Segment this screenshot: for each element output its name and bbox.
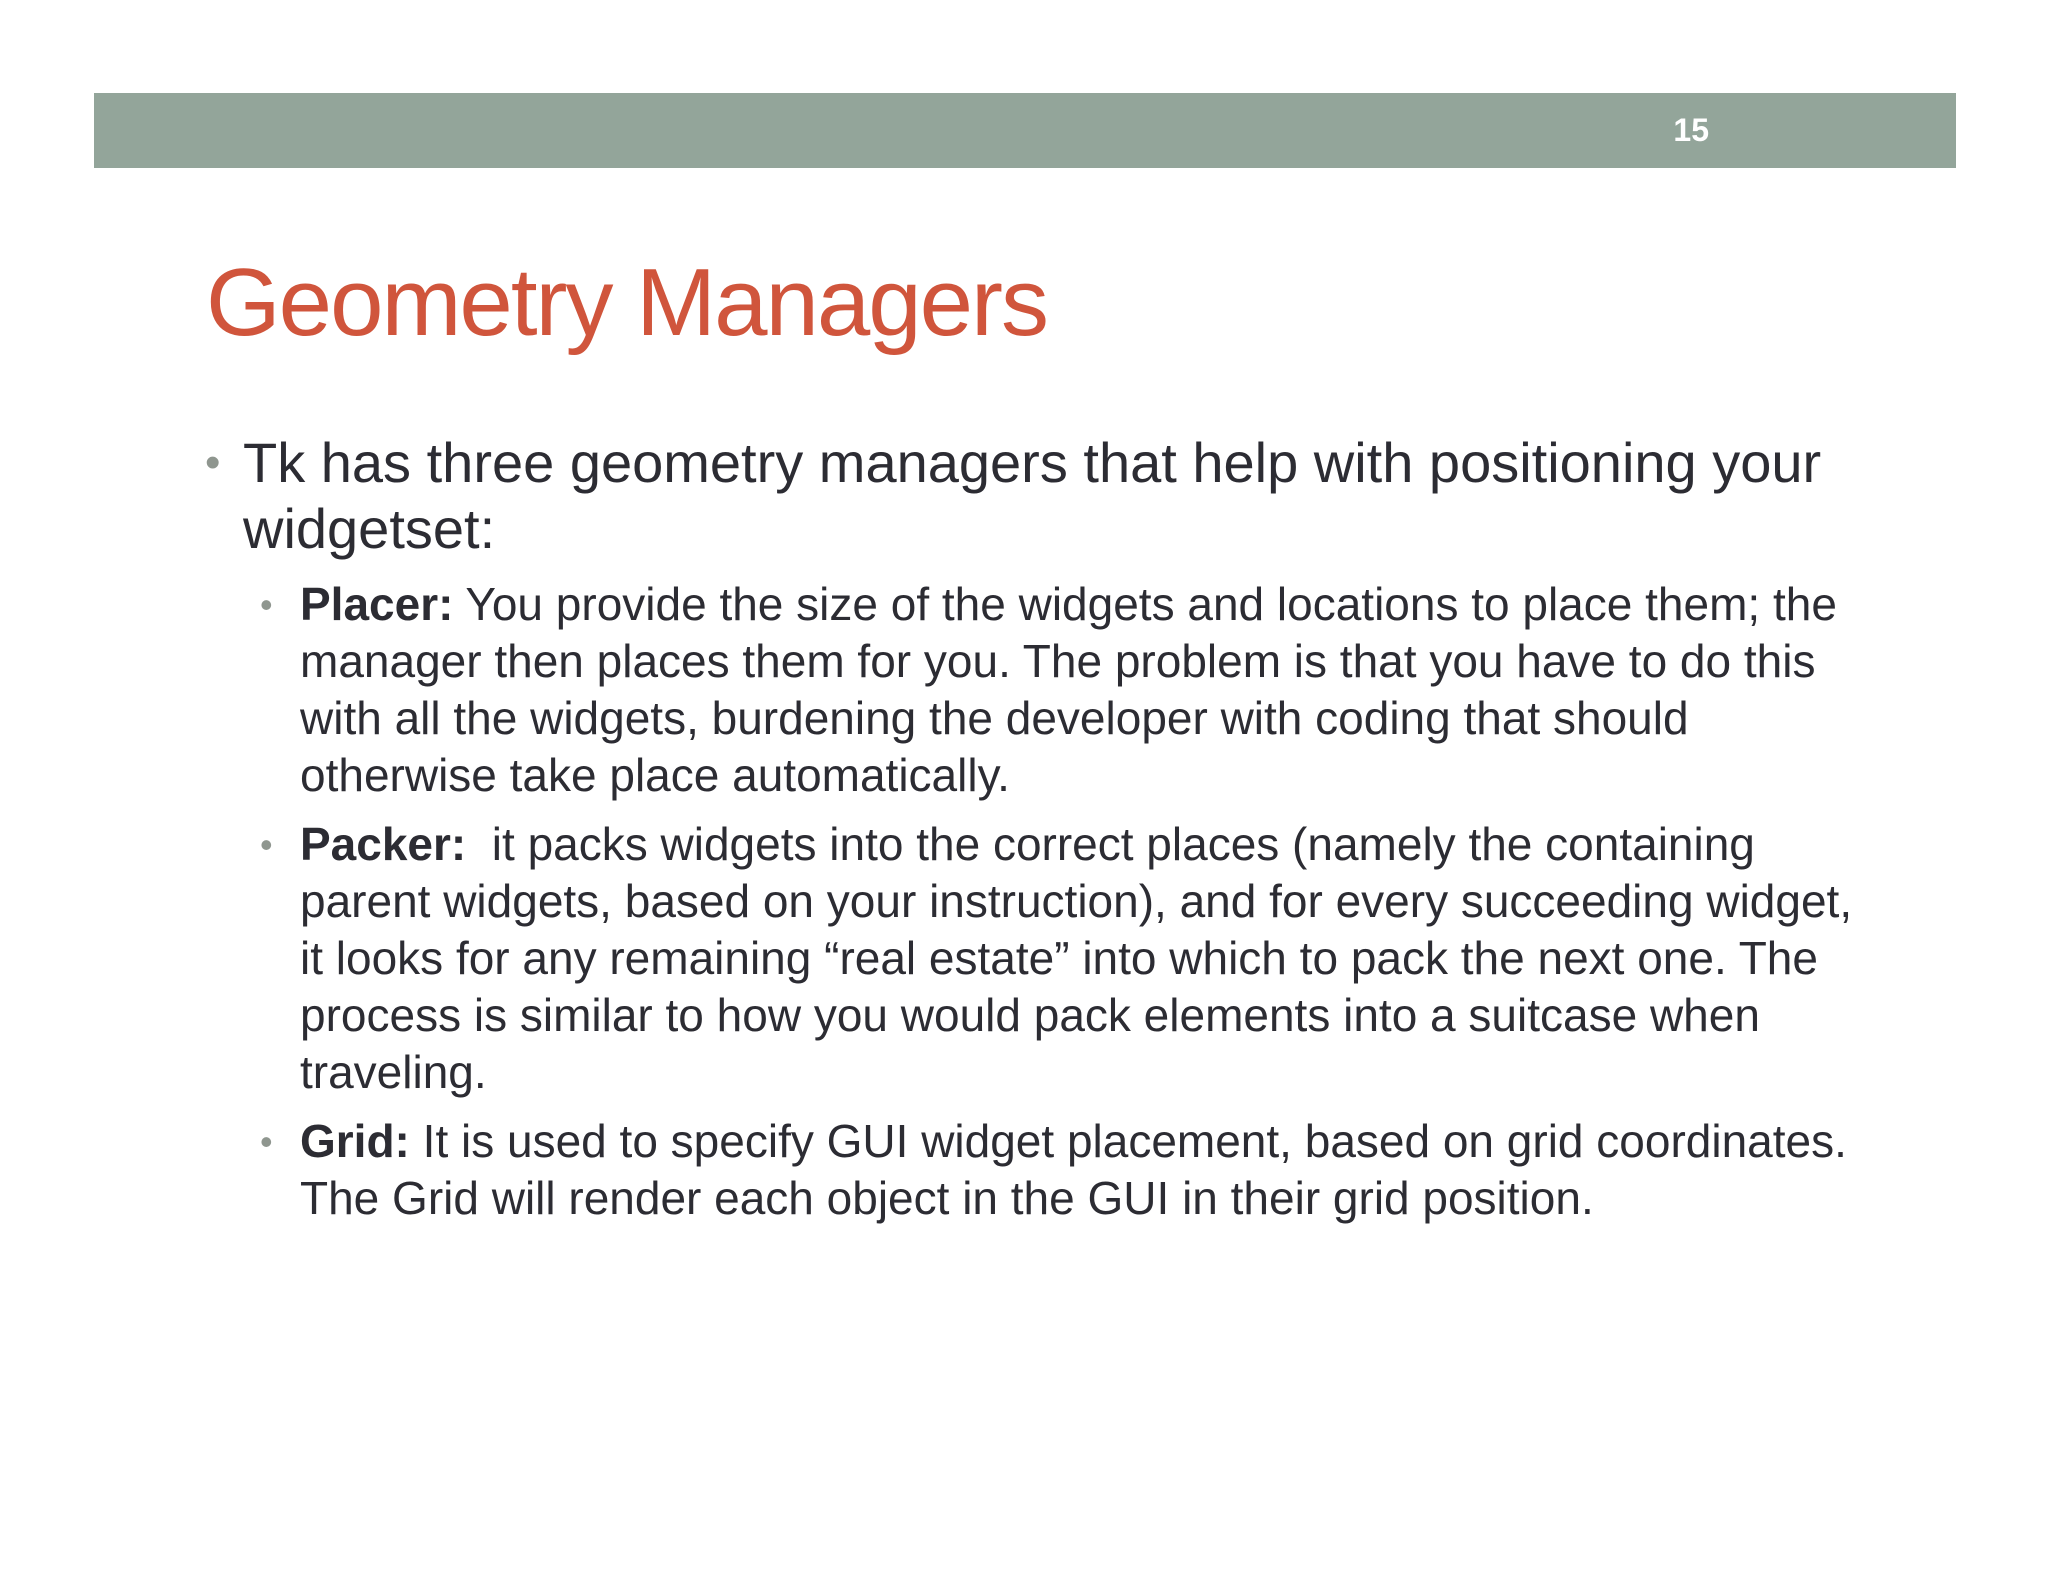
header-bar [94,93,1956,168]
sub-bullet-placer [260,576,1865,804]
sub-bullet-text: You provide the size of the widgets and locations to place them; the manager then places them for you. The problem is that you have to do this with all the widgets, burdening the developer with coding that should otherwise take place automatically. [300,578,1837,801]
slide-title: Geometry Managers [206,249,1048,356]
sub-bullet-term: Grid: [300,1115,410,1167]
slide-content [205,430,1865,1239]
sub-bullet-packer [260,816,1865,1101]
sub-bullet-list [205,576,1865,1227]
sub-bullet-term: Placer: [300,578,454,630]
bullet-dot-icon: • [260,824,273,865]
sub-bullet-grid [260,1113,1865,1227]
sub-bullet-text: it packs widgets into the correct places (namely the containing parent widgets, based on your instruction), and for every succeeding widget, it looks for any remaining “real estate” into which to pack the next one. The process is similar to how you would pack elements into a suitcase when traveling. [300,818,1865,1098]
sub-bullet-text: It is used to specify GUI widget placement, based on grid coordinates. The Grid will render each object in the GUI in their grid position. [300,1115,1847,1224]
bullet-dot-icon: • [205,438,221,487]
bullet-dot-icon: • [260,1121,273,1162]
main-bullet [205,430,1865,562]
bullet-dot-icon: • [260,584,273,625]
slide-number: 15 [1673,112,1709,148]
sub-bullet-term: Packer: [300,818,467,870]
main-bullet-text: Tk has three geometry managers that help with positioning your widgetset: [243,431,1822,560]
